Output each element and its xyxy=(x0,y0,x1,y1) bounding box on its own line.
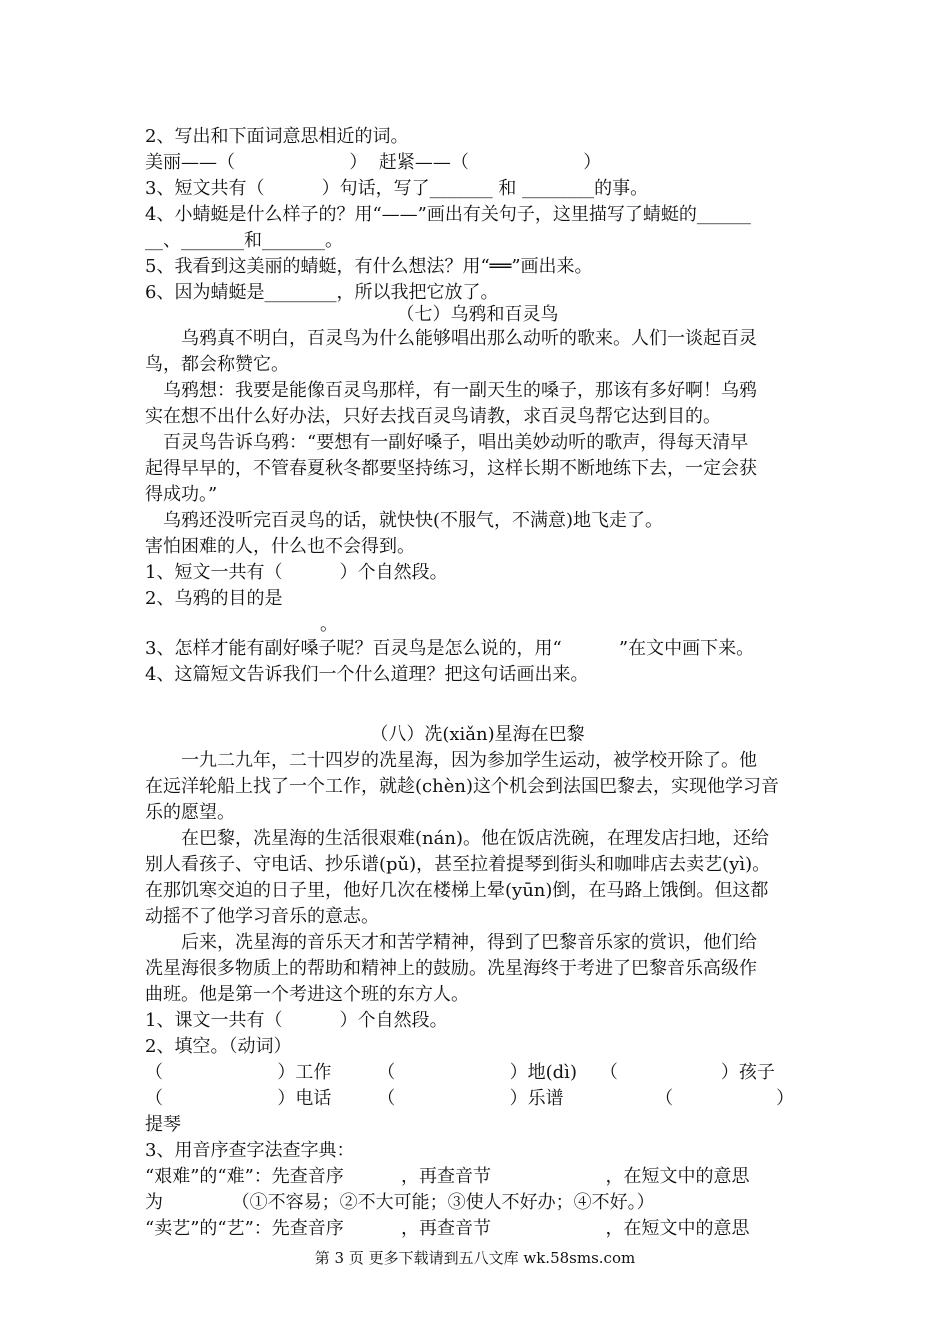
paragraph-line: 冼星海很多物质上的帮助和精神上的鼓励。冼星海终于考进了巴黎音乐高级作 xyxy=(145,958,757,979)
paragraph-line: 乌鸦真不明白，百灵鸟为什么能够唱出那么动听的歌来。人们一谈起百灵 xyxy=(181,328,757,349)
question-2-line: 2、填空。（动词） xyxy=(145,1036,292,1057)
paragraph-line: 害怕困难的人，什么也不会得到。 xyxy=(145,536,415,557)
paragraph-line: 起得早早的，不管春夏秋冬都要坚持练习，这样长期不断地练下去，一定会获 xyxy=(145,458,757,479)
page-footer: 第 3 页 更多下载请到五八文库 wk.58sms.com xyxy=(314,1249,636,1267)
paragraph-line: 后来，冼星海的音乐天才和苦学精神，得到了巴黎音乐家的赏识，他们给 xyxy=(181,932,757,953)
paragraph-line: 在远洋轮船上找了一个工作，就趁(chèn)这个机会到法国巴黎去，实现他学习音 xyxy=(145,776,779,797)
question-2-line: 2、乌鸦的目的是 xyxy=(145,588,283,609)
paragraph-line: 动摇不了他学习音乐的意志。 xyxy=(145,906,379,927)
paragraph-line: 一九二九年，二十四岁的冼星海，因为参加学生运动，被学校开除了。他 xyxy=(181,750,757,771)
dictionary-meaning-line: 为 （①不容易；②不大可能；③使人不好办；④不好。） xyxy=(145,1192,655,1213)
paragraph-line: 得成功。” xyxy=(145,484,218,505)
paragraph-line: 实在想不出什么好办法，只好去找百灵鸟请教，求百灵鸟帮它达到目的。 xyxy=(145,406,721,427)
question-6-line: 6、因为蜻蜓是________，所以我把它放了。 xyxy=(145,282,499,303)
paragraph-line: 百灵鸟告诉乌鸦：“要想有一副好嗓子，唱出美妙动听的歌声，得每天清早 xyxy=(163,432,749,453)
paragraph-line: 在那饥寒交迫的日子里，他好几次在楼梯上晕(yūn)倒，在马路上饿倒。但这都 xyxy=(145,880,769,901)
question-4-continued: __、_______和_______。 xyxy=(145,230,343,251)
section-8-title: （八）冼(xiǎn)星海在巴黎 xyxy=(370,724,585,745)
paragraph-line: 乐的愿望。 xyxy=(145,802,235,823)
question-3-line: 3、怎样才能有副好嗓子呢？百灵鸟是怎么说的，用“ ”在文中画下来。 xyxy=(145,638,755,659)
question-1-line: 1、课文一共有（ ）个自然段。 xyxy=(145,1010,448,1031)
question-4-line: 4、小蜻蜓是什么样子的？用“——”画出有关句子，这里描写了蜻蜓的______ xyxy=(145,204,751,225)
fill-blank-continued: 提琴 xyxy=(145,1114,181,1135)
question-4-line: 4、这篇短文告诉我们一个什么道理？把这句话画出来。 xyxy=(145,664,589,685)
paragraph-line: 曲班。他是第一个考进这个班的东方人。 xyxy=(145,984,469,1005)
question-3-line: 3、用音序查字法查字典： xyxy=(145,1140,355,1161)
fill-blank-line: （ ）工作 （ ）地(dì) （ ）孩子 xyxy=(145,1062,775,1083)
question-5-line: 5、我看到这美丽的蜻蜓，有什么想法？用“══”画出来。 xyxy=(145,256,593,277)
synonym-fill-line: 美丽——（ ） 赶紧——（ ） xyxy=(145,152,602,173)
dictionary-line: “艰难”的“难”：先查音序 ，再查音节 ，在短文中的意思 xyxy=(145,1166,750,1187)
answer-period: 。 xyxy=(320,614,338,635)
section-7-title: （七）乌鸦和百灵鸟 xyxy=(396,304,559,325)
fill-blank-line: （ ）电话 （ ）乐谱 （ ） xyxy=(145,1088,795,1109)
question-3-line: 3、短文共有（ ）句话，写了_______ 和 ________的事。 xyxy=(145,178,649,199)
question-1-line: 1、短文一共有（ ）个自然段。 xyxy=(145,562,448,583)
paragraph-line: 鸟，都会称赞它。 xyxy=(145,354,289,375)
question-2-line: 2、写出和下面词意思相近的词。 xyxy=(145,126,409,147)
paragraph-line: 在巴黎，冼星海的生活很艰难(nán)。他在饭店洗碗，在理发店扫地，还给 xyxy=(181,828,769,849)
dictionary-line: “卖艺”的“艺”：先查音序 ，再查音节 ，在短文中的意思 xyxy=(145,1218,750,1239)
paragraph-line: 乌鸦想：我要是能像百灵鸟那样，有一副天生的嗓子，那该有多好啊！乌鸦 xyxy=(163,380,757,401)
paragraph-line: 乌鸦还没听完百灵鸟的话，就快快(不服气，不满意)地飞走了。 xyxy=(163,510,664,531)
paragraph-line: 别人看孩子、守电话、抄乐谱(pǔ)，甚至拉着提琴到街头和咖啡店去卖艺(yì)。 xyxy=(145,854,771,875)
